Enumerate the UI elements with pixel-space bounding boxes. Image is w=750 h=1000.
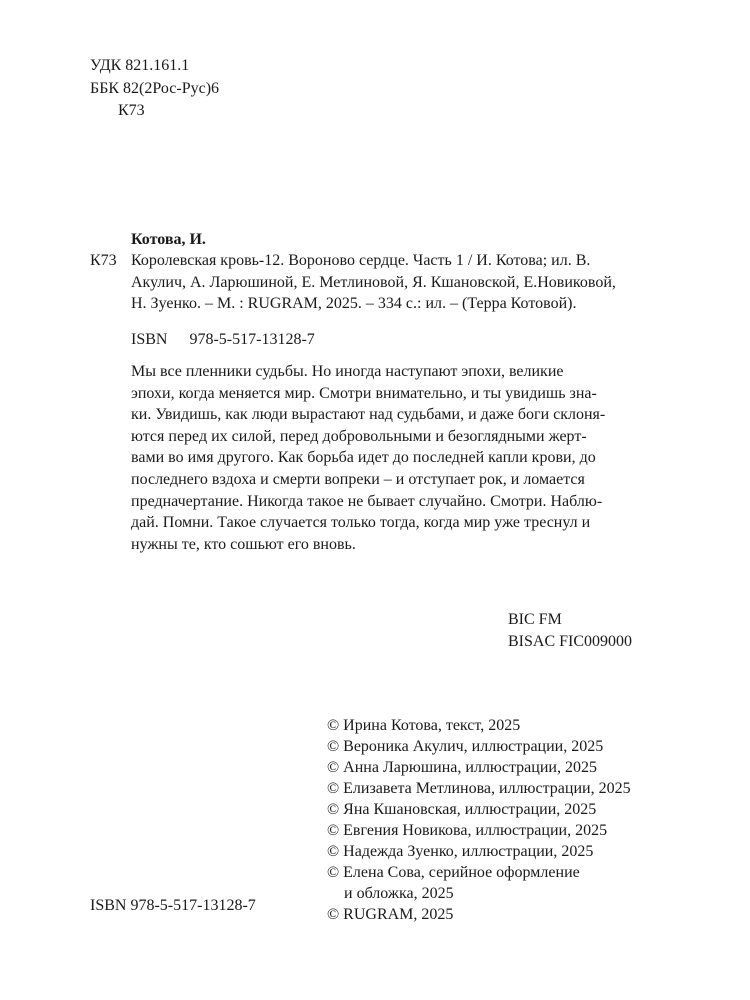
udk-code: УДК 821.161.1 [90,57,190,74]
copyright-line: © Ирина Котова, текст, 2025 [327,717,521,734]
copyright-line: © Елена Сова, серийное оформление [327,864,580,881]
description-line: Н. Зуенко. – М. : RUGRAM, 2025. – 334 с.: ил. – (Терра Котовой). [131,295,577,312]
isbn-value: 978-5-517-13128-7 [189,331,315,348]
description-line: Акулич, А. Ларюшиной, Е. Метлиновой, Я. Кшановской, Е.Новиковой, [131,273,616,291]
annotation-line: Мы все пленники судьбы. Но иногда наступают эпохи, великие [131,363,564,380]
author-mark-top: К73 [118,102,145,119]
annotation [131,361,636,555]
annotation-line: дай. Помни. Такое случается только тогда, когда мир уже треснул и [131,514,591,532]
annotation-line: ются перед их силой, перед добровольными и безоглядными жерт- [131,427,587,445]
bisac-code: BISAC FIC009000 [508,633,633,650]
annotation-line: ки. Увидишь, как люди вырастают над судьбами, и даже боги склоня- [131,406,606,424]
copyright-block [327,715,631,925]
copyright-line: © Яна Кшановская, иллюстрации, 2025 [327,801,597,818]
bibliographic-description [131,250,636,315]
author-heading: Котова, И. [131,231,206,248]
annotation-line: предначертание. Никогда такое не бывает случайно. Смотри. Наблю- [131,492,603,510]
description-line: Королевская кровь-12. Вороново сердце. Часть 1 / И. Котова; ил. В. [131,252,591,269]
copyright-line: © Елизавета Метлинова, иллюстрации, 2025 [327,780,631,797]
bic-code: BIC FM [508,611,562,628]
annotation-line: последнего вздоха и смерти вопреки – и отступает рок, и ломается [131,470,585,488]
bbk-code: ББК 82(2Рос-Рус)6 [90,80,220,97]
isbn-label: ISBN [131,331,168,348]
copyright-line: © RUGRAM, 2025 [327,906,454,923]
footer-isbn: ISBN 978-5-517-13128-7 [90,897,256,914]
copyright-line: © Евгения Новикова, иллюстрации, 2025 [327,822,608,839]
annotation-line: вами во имя другого. Как борьба идет до последней капли крови, до [131,449,596,467]
copyright-line: © Анна Ларюшина, иллюстрации, 2025 [327,759,597,776]
annotation-line: нужны те, кто сошьют его вновь. [131,535,356,553]
copyright-line: © Вероника Акулич, иллюстрации, 2025 [327,738,604,755]
copyright-line-continuation: и обложка, 2025 [344,885,454,902]
annotation-line: эпохи, когда меняется мир. Смотри внимательно, и ты увидишь зна- [131,384,597,402]
record-isbn [131,329,315,350]
author-mark: К73 [90,252,117,269]
copyright-line: © Надежда Зуенко, иллюстрации, 2025 [327,843,594,860]
